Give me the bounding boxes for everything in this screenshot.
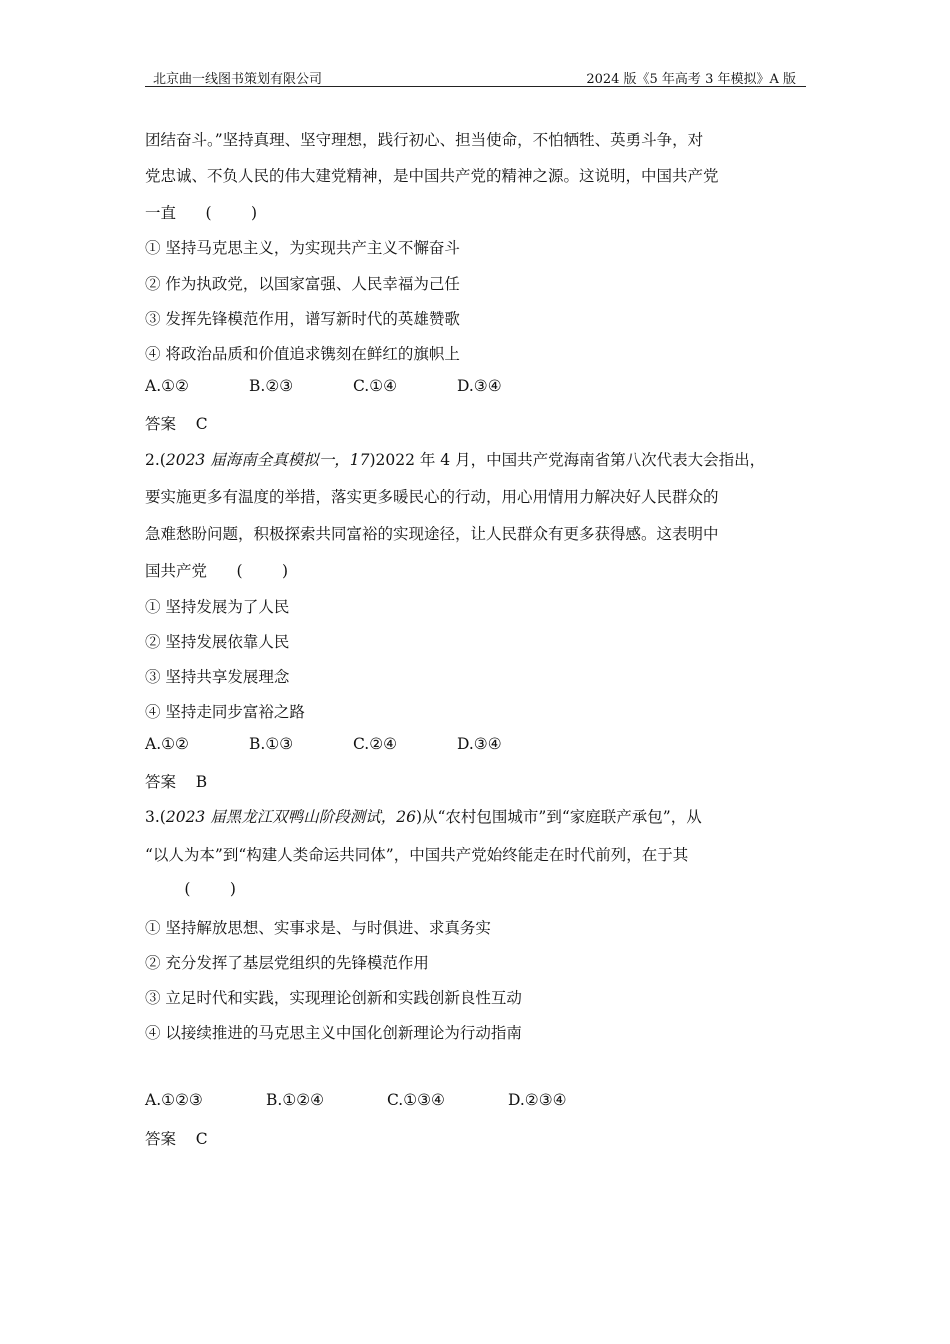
q3-options <box>145 1091 567 1109</box>
publisher-name: 北京曲一线图书策划有限公司 <box>153 72 323 87</box>
q3-text-line: “以人为本”到“构建人类命运共同体”，中国共产党始终能走在时代前列，在于其 <box>145 846 689 864</box>
option-c: C.①③④ <box>387 1091 445 1109</box>
q2-item: ④ 坚持走同步富裕之路 <box>145 703 305 721</box>
q2-text-line: 要实施更多有温度的举措，落实更多暖民心的行动，用心用情用力解决好人民群众的 <box>145 488 719 506</box>
q2-first-line <box>145 448 765 470</box>
option-c: C.②④ <box>353 735 398 753</box>
q1-options <box>145 377 502 395</box>
q3-item: ① 坚持解放思想、实事求是、与时俱进、求真务实 <box>145 919 491 937</box>
q1-text-line: 一直 ( ) <box>145 204 258 222</box>
q3-item: ③ 立足时代和实践，实现理论创新和实践创新良性互动 <box>145 989 522 1007</box>
q3-item: ④ 以接续推进的马克思主义中国化创新理论为行动指南 <box>145 1024 522 1042</box>
option-b: B.②③ <box>249 377 294 395</box>
option-d: D.③④ <box>457 735 502 753</box>
q2-answer: 答案 B <box>145 773 208 791</box>
option-b: B.①②④ <box>266 1091 325 1109</box>
q3-first-tail: )从“农村包围城市”到“家庭联产承包”，从 <box>415 808 702 826</box>
q3-text-line: ( ) <box>145 880 236 898</box>
q2-source: 2023 届海南全真模拟一，17 <box>165 451 370 469</box>
q3-number: 3.( <box>145 808 166 826</box>
q1-answer: 答案 C <box>145 415 208 433</box>
q3-first-line <box>145 805 702 827</box>
option-d: D.②③④ <box>508 1091 567 1109</box>
option-a: A.①② <box>145 377 189 395</box>
option-a: A.①② <box>145 735 189 753</box>
q1-item: ④ 将政治品质和价值追求镌刻在鲜红的旗帜上 <box>145 345 460 363</box>
q2-first-tail: )2022 年 4 月，中国共产党海南省第八次代表大会指出， <box>369 451 766 469</box>
q2-item: ① 坚持发展为了人民 <box>145 598 290 616</box>
q1-text-line: 团结奋斗。”坚持真理、坚守理想，践行初心、担当使命，不怕牺牲、英勇斗争，对 <box>145 131 704 149</box>
q2-text-line: 国共产党 ( ) <box>145 562 289 580</box>
q2-item: ② 坚持发展依靠人民 <box>145 633 290 651</box>
q1-item: ② 作为执政党，以国家富强、人民幸福为己任 <box>145 275 460 293</box>
option-c: C.①④ <box>353 377 398 395</box>
book-edition: 2024 版《5 年高考 3 年模拟》A 版 <box>586 72 796 87</box>
q3-answer: 答案 C <box>145 1130 208 1148</box>
q2-item: ③ 坚持共享发展理念 <box>145 668 290 686</box>
q1-text-line: 党忠诚、不负人民的伟大建党精神，是中国共产党的精神之源。这说明，中国共产党 <box>145 167 719 185</box>
option-a: A.①②③ <box>145 1091 203 1109</box>
q3-item: ② 充分发挥了基层党组织的先锋模范作用 <box>145 954 429 972</box>
option-d: D.③④ <box>457 377 502 395</box>
q2-text-line: 急难愁盼问题，积极探索共同富裕的实现途径，让人民群众有更多获得感。这表明中 <box>145 525 719 543</box>
q2-number: 2.( <box>145 451 166 469</box>
q1-item: ① 坚持马克思主义，为实现共产主义不懈奋斗 <box>145 239 460 257</box>
q2-options <box>145 735 502 753</box>
option-b: B.①③ <box>249 735 294 753</box>
q1-item: ③ 发挥先锋模范作用，谱写新时代的英雄赞歌 <box>145 310 460 328</box>
q3-source: 2023 届黑龙江双鸭山阶段测试，26 <box>165 808 416 826</box>
page-header <box>145 64 806 87</box>
